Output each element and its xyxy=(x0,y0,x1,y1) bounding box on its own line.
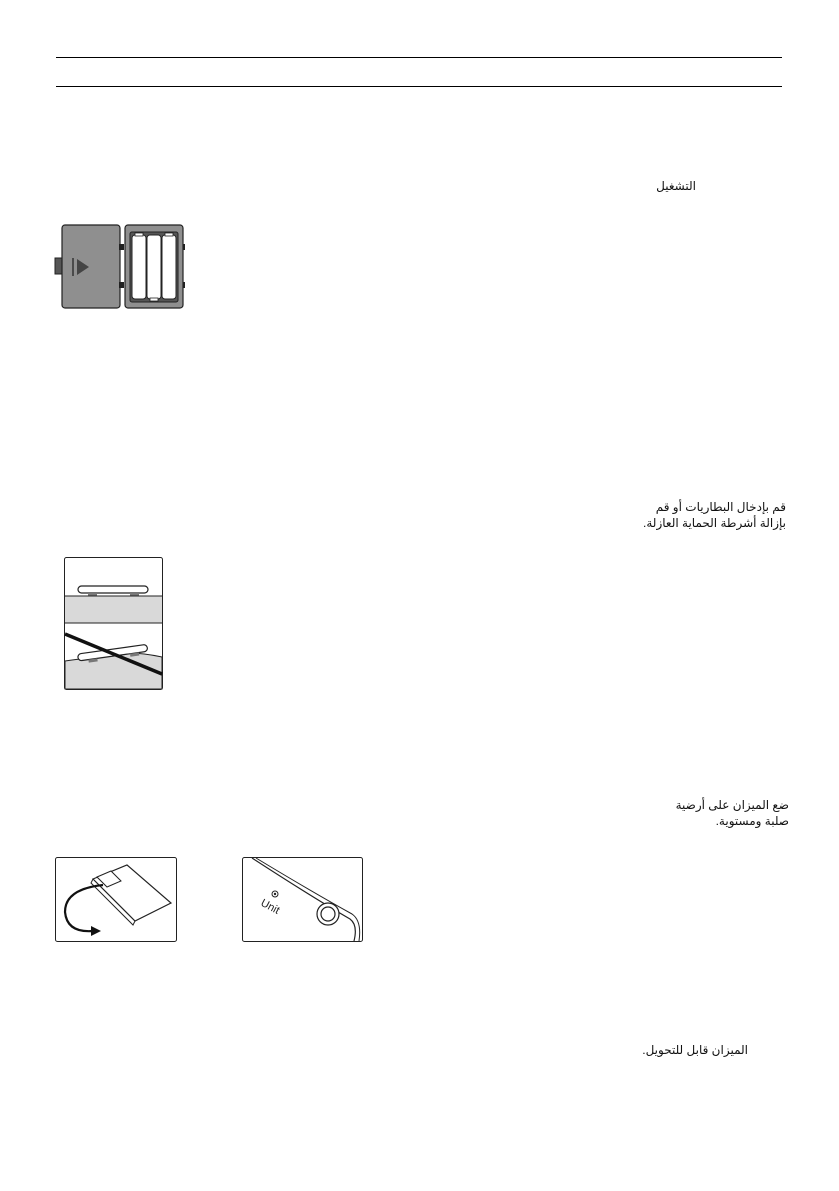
header-top-rule xyxy=(56,57,782,58)
battery-compartment-illustration xyxy=(54,222,188,310)
header-bottom-rule xyxy=(56,86,782,87)
section-heading: التشغيل xyxy=(656,179,696,193)
step-text-insert-batteries: قم بإدخال البطاريات أو قم بإزالة أشرطة الحماية العازلة. xyxy=(643,500,786,530)
unit-button-illustration xyxy=(242,857,363,942)
unit-button-label: Unit xyxy=(258,897,282,917)
step-text-scale-convertible: الميزان قابل للتحويل. xyxy=(642,1043,748,1057)
level-floor-illustration xyxy=(64,557,163,690)
lift-cover-illustration xyxy=(55,857,177,942)
step-text-place-on-floor: ضع الميزان على أرضية صلبة ومستوية. xyxy=(675,798,789,828)
